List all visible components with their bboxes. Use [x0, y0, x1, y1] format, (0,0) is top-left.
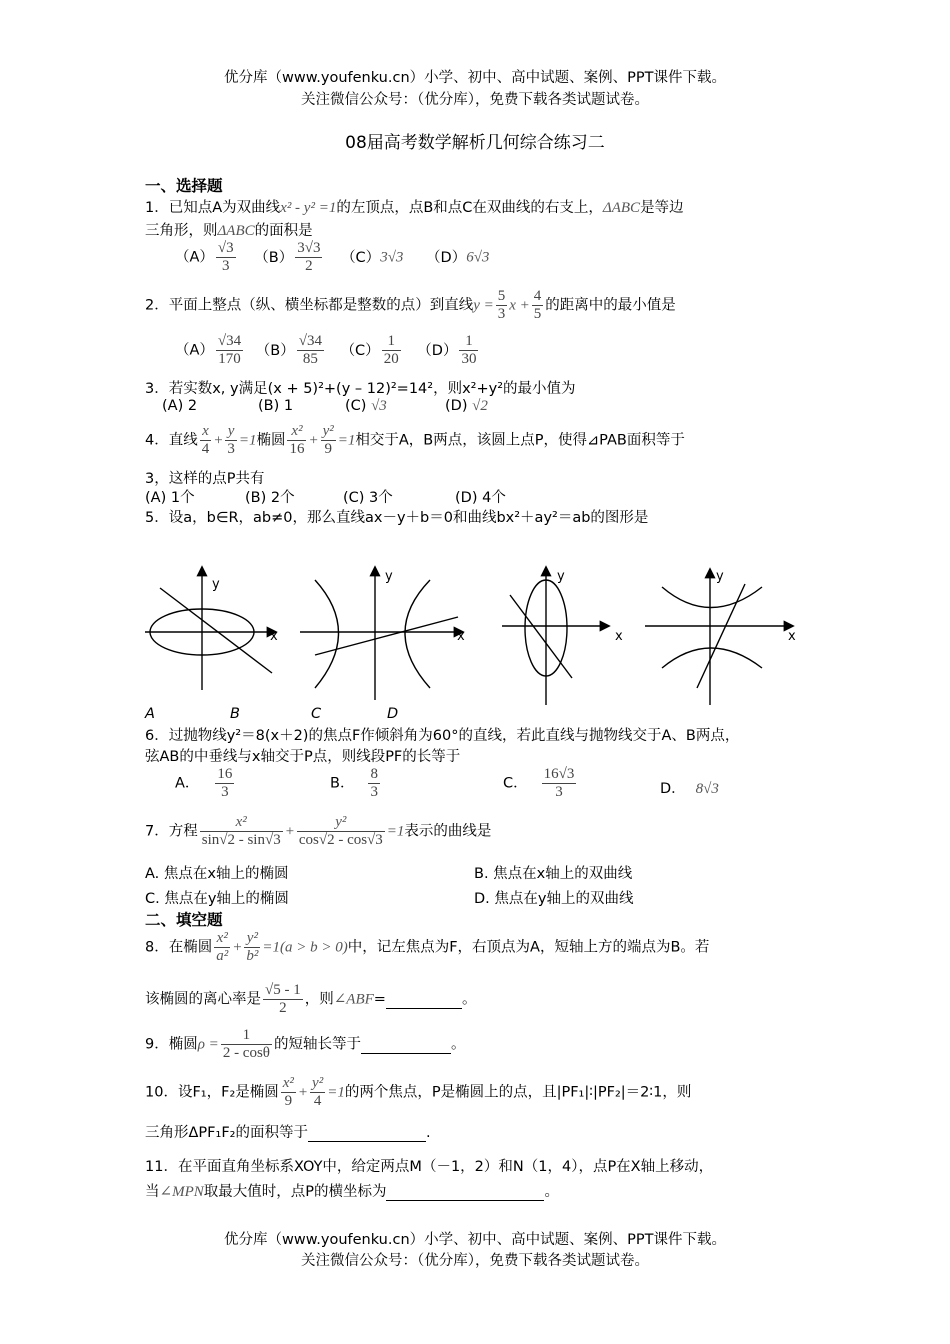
question-9-answer-blank[interactable]: [361, 1037, 451, 1054]
graph-b-y-label: y: [385, 569, 393, 584]
question-11: 11．在平面直角坐标系XOY中，给定两点M（－1，2）和N（1，4），点P在X轴上移动，: [145, 1159, 714, 1175]
question-8-line-2: 该椭圆的离心率是 $\frac{√5 - 1}{2}$ ，则∠ABF= 。: [145, 982, 477, 1016]
question-3-option-c: (C) √3: [345, 398, 387, 414]
question-6: 6．过抛物线y²＝8(x＋2)的焦点F作倾斜角为60°的直线，若此直线与抛物线交于A、B两点，: [145, 728, 740, 744]
graph-c-y-label: y: [557, 569, 565, 584]
graph-d: [645, 570, 792, 705]
graph-label-c: C: [311, 706, 322, 722]
section-fill-heading: 二、填空题: [145, 911, 223, 929]
hyperbola-formula: x² - y² =1: [280, 200, 337, 216]
question-7-option-c: C. 焦点在y轴上的椭圆: [145, 891, 289, 907]
question-5-graphs: [140, 560, 810, 725]
graph-label-a: A: [145, 706, 155, 722]
graph-d-y-label: y: [716, 569, 724, 584]
question-7-option-a: A. 焦点在x轴上的椭圆: [145, 866, 289, 882]
question-2-options: （A） $\frac{√34}{170}$ （B） $\frac{√34}{85}$ （C） $\frac{1}{20}$ （D） $\frac{1}{30}$: [175, 333, 477, 367]
question-3: 3．若实数x, y满足(x + 5)²+(y – 12)²=14²，则x²+y²的最小值为: [145, 381, 576, 397]
question-4-option-b: (B) 2个: [245, 490, 295, 506]
question-7: 7．方程 $\frac{\text{x²}}{\sin√2 - \sin√3}$ + $\frac{\text{y²}}{\cos√2 - \cos√3}$ =1表示的曲线是: [145, 814, 492, 848]
question-8: 8．在椭圆 $\frac{\text{x²}}{\text{a²}}$ + $\frac{\text{y²}}{\text{b²}}$ =1(a > b > 0)中，记左焦点为F，右顶点为A，短轴上方的端点为B。若: [145, 930, 710, 964]
question-9: 9．椭圆ρ = $\frac{1}{2 - \cos\theta}$ 的短轴长等于 。: [145, 1027, 466, 1061]
question-10-answer-blank[interactable]: [308, 1125, 426, 1142]
question-1: 1．已知点A为双曲线x² - y² =1的左顶点，点B和点C在双曲线的右支上，ΔABC是等边: [145, 200, 684, 216]
question-4-option-c: (C) 3个: [343, 490, 393, 506]
question-6-option-a: A． $\frac{16}{3}$: [175, 766, 233, 800]
question-6-option-c: C． $\frac{16√3}{3}$: [503, 766, 575, 800]
question-4-option-a: (A) 1个: [145, 490, 195, 506]
graph-c-x-label: x: [615, 629, 623, 644]
option-b-value: $\frac{√34}{85}$: [298, 333, 322, 367]
question-6-option-b: B． $\frac{8}{3}$: [330, 766, 378, 800]
question-4-option-d: (D) 4个: [455, 490, 506, 506]
option-a-value: $\frac{√3}{3}$: [217, 240, 234, 274]
question-11-line-2: 当∠MPN取最大值时，点P的横坐标为 。: [145, 1184, 559, 1200]
question-7-option-b: B. 焦点在x轴上的双曲线: [474, 866, 633, 882]
question-7-option-d: D. 焦点在y轴上的双曲线: [474, 891, 634, 907]
question-1-line-2: 三角形，则ΔABC的面积是: [145, 223, 313, 239]
option-c-value: 3√3: [380, 249, 404, 266]
graph-label-d: D: [387, 706, 399, 722]
question-8-answer-blank[interactable]: [386, 992, 462, 1009]
page-title: 08届高考数学解析几何综合练习二: [345, 133, 605, 153]
question-5: 5．设a，b∈R，ab≠0，那么直线ax－y＋b＝0和曲线bx²＋ay²＝ab的图形是: [145, 510, 649, 526]
question-11-answer-blank[interactable]: [386, 1184, 544, 1201]
question-3-option-a: (A) 2: [162, 398, 198, 414]
question-3-option-d: (D) √2: [445, 398, 488, 414]
graph-a-x-label: x: [270, 629, 278, 644]
graph-b-x-label: x: [457, 629, 465, 644]
section-choice-heading: 一、选择题: [145, 177, 223, 195]
graph-c: [502, 568, 608, 705]
option-a-value: $\frac{√34}{170}$: [217, 333, 242, 367]
footer-line-2: 关注微信公众号：（优分库），免费下载各类试题试卷。: [301, 1253, 649, 1269]
graph-a: [145, 568, 275, 690]
question-3-option-b: (B) 1: [258, 398, 294, 414]
question-4-line-2: 3，这样的点P共有: [145, 471, 265, 487]
question-6-line-2: 弦AB的中垂线与x轴交于P点，则线段PF的长等于: [145, 749, 461, 765]
question-10-line-2: 三角形ΔPF₁F₂的面积等于 .: [145, 1125, 431, 1141]
graph-b: [300, 568, 462, 700]
option-d-value: $\frac{1}{30}$: [461, 333, 477, 367]
header-line-2: 关注微信公众号：（优分库），免费下载各类试题试卷。: [301, 92, 649, 108]
question-10: 10．设F₁，F₂是椭圆 $\frac{\text{x²}}{9}$ + $\frac{\text{y²}}{4}$ =1的两个焦点，P是椭圆上的点，且|PF₁|∶|PF₂|＝2∶1，则: [145, 1075, 692, 1109]
option-c-value: $\frac{1}{20}$: [383, 333, 399, 367]
option-b-value: $\frac{3√3}{2}$: [297, 240, 321, 274]
footer-line-1: 优分库（www.youfenku.cn）小学、初中、高中试题、案例、PPT课件下载。: [224, 1232, 726, 1248]
question-4: 4．直线 $\frac{x}{4}$ + $\frac{y}{3}$ =1椭圆 $\frac{\text{x²}}{16}$ + $\frac{\text{y²}}{9}$ =1相交于A，B两点，该圆上点P，使得⊿PAB面积等于: [145, 423, 685, 457]
graph-d-x-label: x: [788, 629, 796, 644]
graph-a-y-label: y: [212, 577, 220, 592]
question-6-option-d: D． 8√3: [660, 781, 719, 797]
header-line-1: 优分库（www.youfenku.cn）小学、初中、高中试题、案例、PPT课件下载。: [224, 70, 726, 86]
graph-label-b: B: [230, 706, 240, 722]
question-2: 2．平面上整点（纵、横坐标都是整数的点）到直线y = $\frac{5}{3}$ x + $\frac{4}{5}$ 的距离中的最小值是: [145, 288, 676, 322]
option-d-value: 6√3: [466, 249, 490, 266]
question-1-options: （A） $\frac{√3}{3}$ （B） $\frac{3√3}{2}$ （C）3√3 （D）6√3: [175, 240, 490, 274]
